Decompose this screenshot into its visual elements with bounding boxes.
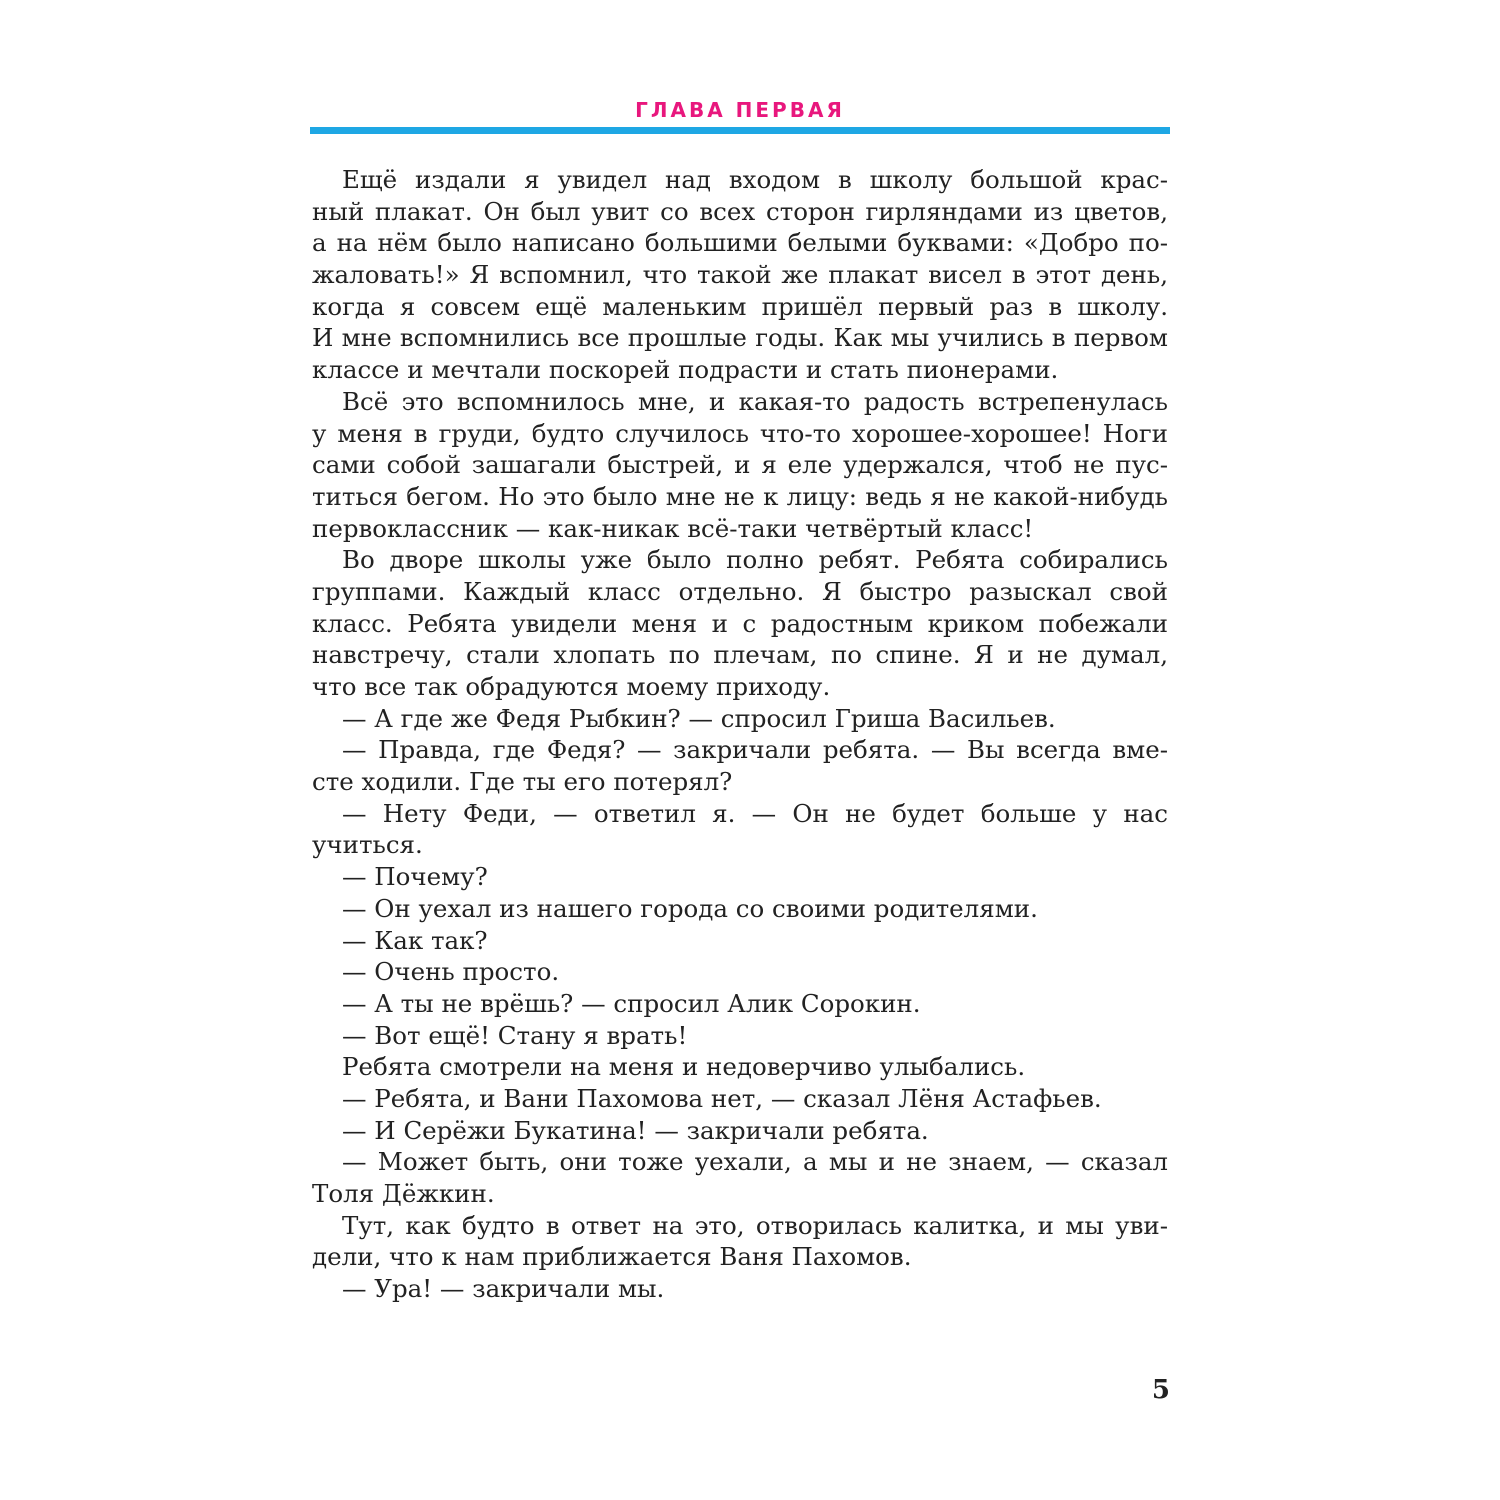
text-line: — Он уехал из нашего города со своими родителями. xyxy=(342,893,1038,923)
text-line: первоклассник — как-никак всё-таки четвёртый класс! xyxy=(312,513,1034,543)
text-line: Тут, как будто в ответ на это, отворилась калитка, и мы уви- xyxy=(342,1210,1168,1240)
text-line: класс. Ребята увидели меня и с радостным криком побежали xyxy=(312,608,1168,638)
text-line: когда я совсем ещё маленьким пришёл первый раз в школу. xyxy=(312,291,1168,321)
text-line: титься бегом. Но это было мне не к лицу: ведь я не какой-нибудь xyxy=(312,481,1168,511)
text-line: — Ребята, и Вани Пахомова нет, — сказал Лёня Астафьев. xyxy=(342,1083,1102,1113)
text-line: — Как так? xyxy=(342,925,488,955)
text-line: Всё это вспомнилось мне, и какая-то радость встрепенулась xyxy=(342,386,1168,416)
text-line: сами собой зашагали быстрей, и я еле удержался, чтоб не пус- xyxy=(312,450,1168,480)
text-line: — Правда, где Федя? — закричали ребята. — Вы всегда вме- xyxy=(342,735,1168,765)
chapter-title: ГЛАВА ПЕРВАЯ xyxy=(635,98,845,122)
text-line: навстречу, стали хлопать по плечам, по спине. Я и не думал, xyxy=(312,640,1168,670)
text-line: дели, что к нам приближается Ваня Пахомов. xyxy=(312,1242,912,1272)
text-line: И мне вспомнились все прошлые годы. Как мы учились в первом xyxy=(312,323,1168,353)
text-line: — А ты не врёшь? — спросил Алик Сорокин. xyxy=(342,988,921,1018)
text-line: сте ходили. Где ты его потерял? xyxy=(312,767,733,797)
text-line: ный плакат. Он был увит со всех сторон гирляндами из цветов, xyxy=(312,196,1168,226)
text-line: — Ура! — закричали мы. xyxy=(342,1274,665,1304)
text-line: Во дворе школы уже было полно ребят. Ребята собирались xyxy=(342,545,1168,575)
text-line: — Очень просто. xyxy=(342,957,560,987)
text-line: что все так обрадуются моему приходу. xyxy=(312,672,831,701)
text-line: Ещё издали я увидел над входом в школу большой крас- xyxy=(342,165,1168,194)
header-rule xyxy=(310,127,1170,134)
text-line: — Вот ещё! Стану я врать! xyxy=(342,1020,688,1050)
text-line: у меня в груди, будто случилось что-то хорошее-хорошее! Ноги xyxy=(312,418,1168,448)
page-number: 5 xyxy=(1151,1375,1170,1405)
text-line: группами. Каждый класс отдельно. Я быстро разыскал свой xyxy=(312,576,1168,606)
text-line: Ребята смотрели на меня и недоверчиво улыбались. xyxy=(342,1052,1026,1082)
text-line: — И Серёжи Букатина! — закричали ребята. xyxy=(342,1115,929,1145)
text-line: — А где же Федя Рыбкин? — спросил Гриша Васильев. xyxy=(342,703,1056,733)
text-line: жаловать!» Я вспомнил, что такой же плакат висел в этот день, xyxy=(312,260,1168,290)
text-line: — Почему? xyxy=(342,862,488,892)
text-line: — Может быть, они тоже уехали, а мы и не знаем, — сказал xyxy=(342,1147,1168,1177)
text-line: Толя Дёжкин. xyxy=(312,1179,495,1208)
text-line: учиться. xyxy=(312,830,423,860)
text-line: а на нём было написано большими белыми буквами: «Добро по- xyxy=(312,228,1168,258)
body-text xyxy=(312,164,1168,1305)
text-line: — Нету Феди, — ответил я. — Он не будет больше у нас xyxy=(342,798,1168,828)
text-line: классе и мечтали поскорей подрасти и стать пионерами. xyxy=(312,355,1059,385)
